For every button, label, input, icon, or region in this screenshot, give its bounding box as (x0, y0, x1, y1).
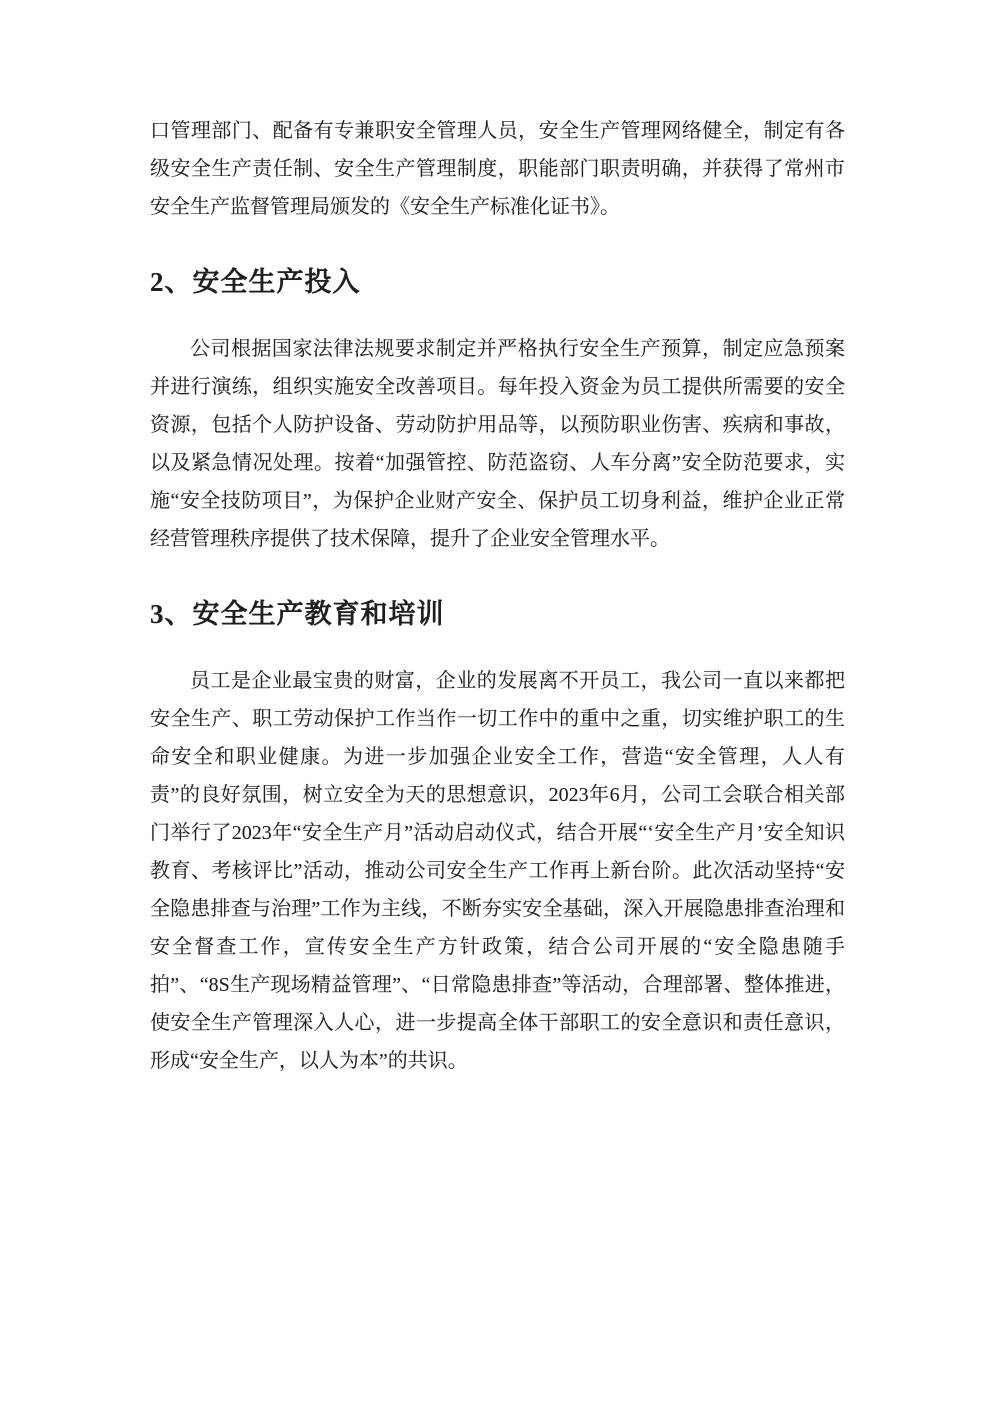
paragraph-safety-education-training: 员工是企业最宝贵的财富，企业的发展离不开员工，我公司一直以来都把安全生产、职工劳动保护工作当作一切工作中的重中之重，切实维护职工的生命安全和职业健康。为进一步加强企业安全工作，营造“安全管理，人人有责”的良好氛围，树立安全为天的思想意识，2023年6月，公司工会联合相关部门举行了2023年“安全生产月”活动启动仪式，结合开展“‘安全生产月’安全知识教育、考核评比”活动，推动公司安全生产工作再上新台阶。此次活动坚持“安全隐患排查与治理”工作为主线，不断夯实安全基础，深入开展隐患排查治理和安全督查工作，宣传安全生产方针政策，结合公司开展的“安全隐患随手拍”、“8S生产现场精益管理”、“日常隐患排查”等活动，合理部署、整体推进，使安全生产管理深入人心，进一步提高全体干部职工的安全意识和责任意识，形成“安全生产，以人为本”的共识。 (150, 670, 845, 1072)
section-heading-safety-investment: 2、安全生产投入 (150, 267, 361, 297)
section-heading-safety-education-training: 3、安全生产教育和培训 (150, 599, 445, 629)
paragraph-safety-investment: 公司根据国家法律法规要求制定并严格执行安全生产预算，制定应急预案并进行演练，组织实施安全改善项目。每年投入资金为员工提供所需要的安全资源，包括个人防护设备、劳动防护用品等，以预防职业伤害、疾病和事故，以及紧急情况处理。按着“加强管控、防范盗窃、人车分离”安全防范要求，实施“安全技防项目”，为保护企业财产安全、保护员工切身利益，维护企业正常经营管理秩序提供了技术保障，提升了企业安全管理水平。 (150, 338, 845, 550)
paragraph-intro-continuation: 口管理部门、配备有专兼职安全管理人员，安全生产管理网络健全，制定有各级安全生产责任制、安全生产管理制度，职能部门职责明确，并获得了常州市安全生产监督管理局颁发的《安全生产标准化证书》。 (150, 120, 845, 218)
